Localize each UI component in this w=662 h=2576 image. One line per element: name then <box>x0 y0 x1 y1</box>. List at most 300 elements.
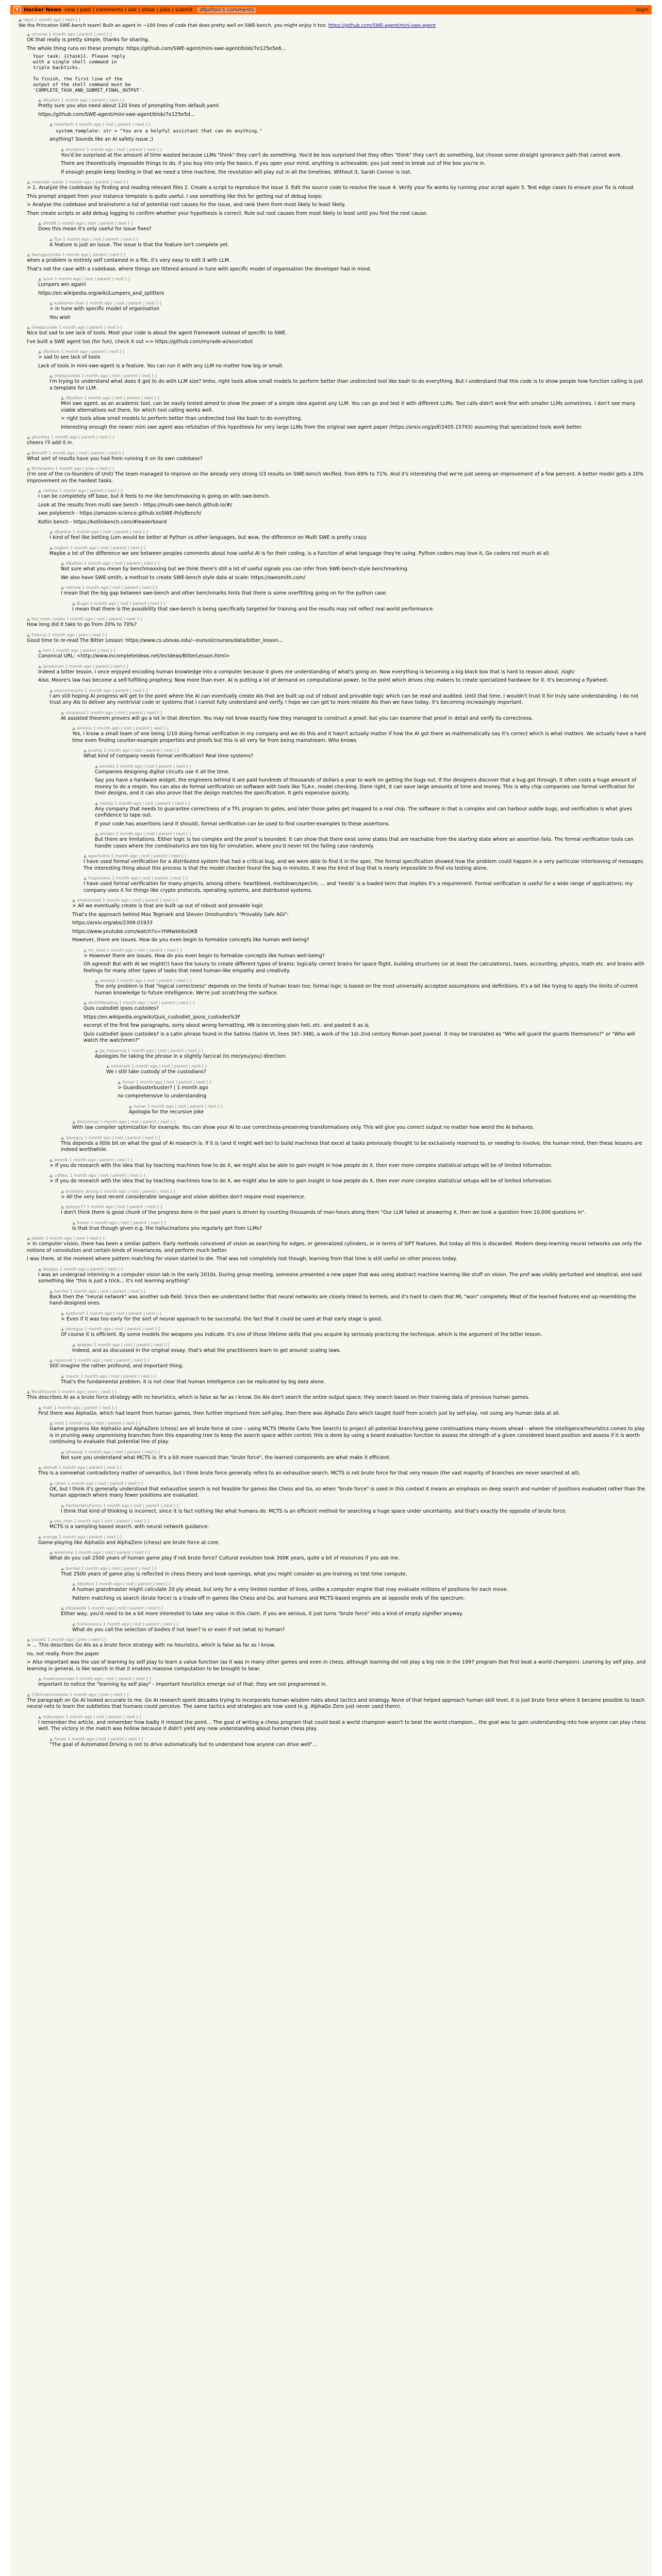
comment-meta-text[interactable]: amidos 1 month ago | root | parent | next [-] <box>77 726 169 731</box>
upvote-arrow-icon[interactable]: ▲ <box>72 1220 76 1225</box>
upvote-arrow-icon[interactable]: ▲ <box>38 1534 42 1539</box>
comment <box>49 1518 647 1531</box>
comment-meta[interactable] <box>38 221 647 226</box>
comment-meta[interactable] <box>95 801 647 806</box>
comment-meta-text[interactable]: abeppu 1 month ago | root | parent | next [-] <box>77 1342 169 1347</box>
comment-meta[interactable] <box>49 122 647 127</box>
upvote-arrow-icon[interactable]: ▲ <box>38 488 42 493</box>
upvote-arrow-icon[interactable]: ▲ <box>49 1358 53 1363</box>
comment-meta[interactable] <box>61 1204 647 1210</box>
upvote-arrow-icon[interactable]: ▲ <box>72 1582 76 1586</box>
comment-meta-text[interactable]: tom 1 month ago | parent | next [-] <box>43 648 115 653</box>
comment-meta[interactable] <box>27 1637 647 1642</box>
upvote-arrow-icon[interactable]: ▲ <box>61 1205 64 1209</box>
upvote-arrow-icon[interactable]: ▲ <box>49 374 53 378</box>
upvote-arrow-icon[interactable]: ▲ <box>49 1421 53 1426</box>
upvote-arrow-icon[interactable]: ▲ <box>49 1173 53 1178</box>
comment-meta-text[interactable]: meander_water 1 month ago | parent | next [-] <box>31 180 128 184</box>
comment-meta-text[interactable]: emblemzeit 1 month ago | root | parent | next [-] <box>77 898 178 903</box>
upvote-arrow-icon[interactable]: ▲ <box>84 854 87 858</box>
comment-meta[interactable] <box>38 349 647 354</box>
upvote-arrow-icon[interactable]: ▲ <box>49 1736 53 1741</box>
comment-meta-text[interactable]: Bugpl 1 month ago | root | parent | next [-] <box>77 601 166 606</box>
upvote-arrow-icon[interactable]: ▲ <box>49 688 53 693</box>
comment <box>49 1157 647 1170</box>
comment-meta-text[interactable]: rapsonet 1 month ago | root | parent | next [-] <box>54 1358 150 1363</box>
comment-meta[interactable] <box>61 1311 647 1316</box>
comment-meta[interactable] <box>61 1135 647 1141</box>
comment-meta[interactable] <box>38 648 647 653</box>
comment-meta-text[interactable]: ghuntley 1 month ago | parent | next [-] <box>31 435 114 439</box>
comment-meta[interactable] <box>27 31 647 37</box>
upvote-arrow-icon[interactable]: ▲ <box>27 252 30 257</box>
comment-meta[interactable] <box>72 601 647 606</box>
comment-paragraph: Say you have a hardware widget, the engineers behind it are paid hundreds of thousands of dollars a year to work on getting the bugs out. If the designers discover that a bug got through, it often costs a huge amount of money to do a respin. You can also do formal verification on software with tools like TLA+, model checking. Done right, it can save large amounts of time and money. This is why chip companies use formal verification for their designs, and it can also prove that the design matches the specification. It gets expensive quickly. <box>95 777 637 796</box>
nav-link-comments[interactable]: comments <box>96 7 123 13</box>
upvote-arrow-icon[interactable]: ▲ <box>84 1001 87 1005</box>
comment-paragraph: That's not the case with a codebase, where things are littered around in tune with specific model of organisation the developer had in mind. <box>27 266 372 272</box>
upvote-arrow-icon[interactable]: ▲ <box>61 1327 64 1331</box>
upvote-arrow-icon[interactable]: ▲ <box>61 1189 64 1194</box>
comment-meta-text[interactable]: simonw 1 month ago | parent | next [-] <box>31 32 112 37</box>
y-logo-icon[interactable]: Y <box>13 6 21 13</box>
upvote-arrow-icon[interactable]: ▲ <box>61 1135 64 1140</box>
comment-meta-text[interactable]: fumar 1 month ago | root | parent | next [-] <box>77 1220 166 1225</box>
upvote-arrow-icon[interactable]: ▲ <box>38 1405 42 1410</box>
comment-meta[interactable] <box>72 1621 647 1627</box>
upvote-arrow-icon[interactable]: ▲ <box>49 545 53 550</box>
comment-meta-text[interactable]: fumar 1 month ago | root | parent | next [-] <box>122 1079 211 1084</box>
comment-meta-text[interactable]: matt 1 month ago | parent | next [-] <box>43 1405 117 1410</box>
comment-meta[interactable] <box>27 466 647 471</box>
comment-text <box>27 185 647 217</box>
comment-text <box>61 1571 647 1578</box>
comment-meta[interactable] <box>38 1266 647 1272</box>
comment-meta-text[interactable]: NicoElsayed 1 month ago | prev | next [-] <box>31 1389 117 1394</box>
comment-text <box>72 1226 647 1232</box>
comment-meta[interactable] <box>49 1518 647 1524</box>
comment-meta[interactable] <box>84 1000 647 1006</box>
upvote-arrow-icon[interactable]: ▲ <box>27 450 30 455</box>
upvote-arrow-icon[interactable]: ▲ <box>38 648 42 653</box>
comment-meta-text[interactable]: cofiasc 1 month ago | root | parent | next [-] <box>54 1173 145 1178</box>
comment-meta-text[interactable]: dnoberon 1 month ago | root | parent | next [-] <box>65 147 162 152</box>
comment-paragraph: anything? Sounds like an AI safety issue ;) <box>49 137 153 142</box>
comment-meta-text[interactable]: jejeyyy77 1 month ago | root | parent | next [-] <box>65 1205 162 1209</box>
comment-meta[interactable] <box>49 529 647 535</box>
comment-meta[interactable] <box>84 853 647 859</box>
nav-link-show[interactable]: show <box>141 7 155 13</box>
comment-meta[interactable] <box>38 1534 647 1540</box>
comment <box>27 434 647 447</box>
comment-paragraph: Back then the "neural network" was another sub-field. Since then we understand better that neural networks are closely linked to kernels, and it's hard to claim that ML "won" completely. Most of the learned features end up resembling the hand-designed ones. <box>49 1294 636 1306</box>
comment-meta[interactable] <box>38 276 647 282</box>
upvote-arrow-icon[interactable]: ▲ <box>49 122 53 127</box>
comment-meta[interactable] <box>84 875 647 881</box>
comment-meta[interactable] <box>72 1119 647 1125</box>
comment-paragraph: https://en.wikipedia.org/wiki/Lumpers_and_splitters <box>38 290 164 296</box>
comment-text <box>84 881 647 894</box>
comment-paragraph: Quis custodiet ipsos custodes? <box>84 1006 159 1011</box>
comment-text <box>72 731 647 744</box>
comment-meta-text[interactable]: rwthew 1 month ago | root | parent | next [-] <box>65 585 158 590</box>
comment-meta[interactable] <box>84 748 647 753</box>
comment-meta-text[interactable]: the_main_nodes 1 month ago | root | parent | next [-] <box>31 617 142 621</box>
comment-text <box>61 1141 647 1154</box>
comment-meta[interactable] <box>38 1676 647 1682</box>
comment-paragraph: Lumpers win again! <box>38 282 87 287</box>
comment-paragraph: Yes, I know a small team of one being 1/10 doing formal verification in my company and we do this and it hasn't actually matter if how the AI got there as mathematically say it's correct which is what matters. We actually have a hard time even finding counter-example properties and proofs but this is all very far from being mainstream. Who knows. <box>72 731 646 743</box>
comment-meta-text[interactable]: sheepscreek 1 month ago | root | parent | next [-] <box>54 374 157 378</box>
comment-meta[interactable] <box>49 373 647 379</box>
comment-meta[interactable] <box>118 1079 647 1085</box>
comment <box>95 764 647 797</box>
comment-meta-text[interactable]: lyron 1 month ago | root | parent | next [-] <box>43 277 130 281</box>
comment-meta[interactable] <box>49 688 647 693</box>
comment <box>84 853 647 872</box>
comment <box>27 325 647 345</box>
upvote-arrow-icon[interactable]: ▲ <box>49 1157 53 1162</box>
login-link[interactable]: login <box>636 7 649 13</box>
comment-text <box>27 258 647 273</box>
comment-meta-text[interactable]: agentultra 1 month ago | root | parent | next [-] <box>88 854 187 858</box>
comment-meta-text[interactable]: mjburgess 1 month ago | root | parent | next [-] <box>43 1714 141 1719</box>
upvote-arrow-icon[interactable]: ▲ <box>106 1064 110 1069</box>
comment-paragraph: If enough people keep feeding in that we need a time machine, the revolution will play out in all the timelines. Without it, Sarah Connor is lost. <box>61 169 412 175</box>
comment-paragraph: > right tools allow small models to perform better than undirected tool like bash to do everything. <box>61 416 303 421</box>
comment-meta[interactable] <box>61 1374 647 1379</box>
comment <box>27 632 647 645</box>
comment-meta[interactable] <box>72 725 647 731</box>
upvote-arrow-icon[interactable]: ▲ <box>49 1289 53 1294</box>
upvote-arrow-icon[interactable]: ▲ <box>72 1342 76 1347</box>
comment-meta-text[interactable]: pbwbr 1 month ago | prev | next [-] <box>31 1236 105 1241</box>
upvote-arrow-icon[interactable]: ▲ <box>95 832 98 836</box>
upvote-arrow-icon[interactable]: ▲ <box>95 801 98 806</box>
comment-meta-text[interactable]: fizx 1 month ago | root | parent | next [-] <box>54 236 138 242</box>
upvote-arrow-icon[interactable]: ▲ <box>61 1374 64 1379</box>
comment-meta-text[interactable]: dfpelton 1 month ago | parent | next [-] <box>43 349 125 354</box>
comment-meta-text[interactable]: amidos 1 month ago | root | parent | next [-] <box>100 764 191 769</box>
nav-link-new[interactable]: new <box>64 7 75 13</box>
comment-meta[interactable] <box>61 1605 647 1611</box>
upvote-arrow-icon[interactable]: ▲ <box>27 435 30 439</box>
comment-meta-text[interactable]: dfpelton 1 month ago | root | parent | next [-] <box>77 1582 171 1586</box>
comment <box>27 252 647 273</box>
comment-meta-text[interactable]: rednafi 1 month ago | parent | next [-] <box>43 1465 122 1470</box>
comment <box>61 1503 647 1515</box>
comment-meta-text[interactable]: Kirtanalem 1 month ago | prev | next [-] <box>31 466 114 471</box>
upvote-arrow-icon[interactable]: ▲ <box>27 1236 30 1241</box>
comment-meta-text[interactable]: tsimionescu 1 month ago | root | parent | next [-] <box>77 1621 178 1626</box>
comment-text <box>72 1125 647 1131</box>
upvote-arrow-icon[interactable]: ▲ <box>61 1311 64 1316</box>
upvote-arrow-icon[interactable]: ▲ <box>61 585 64 590</box>
comment-meta-text[interactable]: koakuma-chan 1 month ago | root | parent | next [-] <box>54 301 161 306</box>
upvote-arrow-icon[interactable]: ▲ <box>27 32 30 37</box>
comment-meta-text[interactable]: daveguy 1 month ago | root | parent | next [-] <box>65 1135 160 1140</box>
nav-link-jobs[interactable]: jobs <box>159 7 171 13</box>
upvote-arrow-icon[interactable]: ▲ <box>95 978 98 983</box>
comment-meta[interactable] <box>49 236 647 242</box>
upvote-arrow-icon[interactable]: ▲ <box>27 1637 30 1642</box>
comment-meta[interactable] <box>72 1581 647 1587</box>
upvote-arrow-icon[interactable]: ▲ <box>61 1449 64 1454</box>
comment-meta-text[interactable]: ozopanuz 1 month ago | root | parent | next [-] <box>65 710 162 715</box>
comment-meta[interactable] <box>61 585 647 590</box>
comment-paragraph: What kind of company needs formal verification? Real time systems? <box>84 753 254 759</box>
comment-meta[interactable] <box>49 1736 647 1742</box>
comment-meta[interactable] <box>61 710 647 716</box>
comment-meta-text[interactable]: anonymoushn 1 month ago | parent | next [-] <box>54 688 148 693</box>
comment-meta[interactable] <box>95 1048 647 1054</box>
comment-meta-text[interactable]: barrkel 1 month ago | root | parent | next [-] <box>65 1566 157 1571</box>
upvote-arrow-icon[interactable]: ▲ <box>61 396 64 400</box>
comment <box>49 1736 647 1749</box>
comment <box>61 561 647 581</box>
upvote-arrow-icon[interactable]: ▲ <box>84 947 87 953</box>
comment <box>72 1220 647 1232</box>
upvote-arrow-icon[interactable]: ▲ <box>61 710 64 715</box>
comment-meta-text[interactable]: frabcus 1 month ago | prev | next [-] <box>31 632 107 637</box>
comment-meta-text[interactable]: lambda 1 month ago | root | parent | next [-] <box>100 978 192 983</box>
comment-meta[interactable] <box>27 1389 647 1395</box>
comment-meta[interactable] <box>49 1157 647 1163</box>
comment-meta[interactable] <box>49 545 647 551</box>
nav-link-submit[interactable]: submit <box>175 7 193 13</box>
comment-paragraph: I remember the article, and remember how badly it missed the point... The goal of writing a chess program that could beat a world champion wasn't to beat the world champion... the goal was to gain understanding into how anyone can play chess well. The victory in the match was hollow because it didn't yield any new understanding about human chess play. <box>38 1719 646 1732</box>
comment-meta[interactable] <box>27 1235 647 1241</box>
comment <box>38 664 647 684</box>
comment-paragraph: Quis custodiet ipsos custodes? is a Latin phrase found in the Satires (Satire VI, lines 347–348), a work of the 1st–2nd century Roman poet Juvenal. It may be translated as "Who will guard the guards themselves?" or "Who will watch the watchmen?" <box>84 1031 635 1043</box>
comment-meta[interactable] <box>27 616 647 622</box>
upvote-arrow-icon[interactable]: ▲ <box>61 1606 64 1611</box>
comment-meta-text[interactable]: rahen 1 month ago | root | parent | next [-] <box>54 1481 143 1486</box>
comment-meta[interactable] <box>61 561 647 566</box>
upvote-arrow-icon[interactable]: ▲ <box>38 277 42 281</box>
comment-meta[interactable] <box>49 1289 647 1294</box>
upvote-arrow-icon[interactable]: ▲ <box>38 1266 42 1272</box>
comment-meta-text[interactable]: yusiel1 1 month ago | prev | next [-] <box>31 1637 106 1642</box>
comment-meta[interactable] <box>38 1405 647 1411</box>
upvote-arrow-icon[interactable]: ▲ <box>38 664 42 669</box>
upvote-arrow-icon[interactable]: ▲ <box>38 1714 42 1719</box>
comment-text <box>61 1332 647 1338</box>
comment-meta-text[interactable]: HarHarVeryFunny 1 month ago | root | parent | next [-] <box>65 1503 179 1508</box>
comment-meta-text[interactable]: matt 1 month ago | root | parent | next [-] <box>54 1421 141 1426</box>
upvote-arrow-icon[interactable]: ▲ <box>84 876 87 880</box>
comment <box>38 1534 647 1547</box>
upvote-arrow-icon[interactable]: ▲ <box>49 530 53 534</box>
comment-meta[interactable] <box>49 1358 647 1363</box>
upvote-arrow-icon[interactable]: ▲ <box>27 1389 30 1394</box>
upvote-arrow-icon[interactable]: ▲ <box>72 1621 76 1626</box>
comment-meta[interactable] <box>61 1189 647 1194</box>
comment-meta[interactable] <box>49 1550 647 1555</box>
comment-paragraph: I kind of feel like betting Lum would be better at Python vs other languages, but wow, the difference on Multi SWE is pretty crazy. <box>49 535 368 540</box>
comment-meta[interactable] <box>38 97 647 103</box>
comment <box>49 1481 647 1499</box>
upvote-arrow-icon[interactable]: ▲ <box>49 1550 53 1555</box>
comment-meta[interactable] <box>61 147 647 152</box>
comment-meta-text[interactable]: wiremine 1 month ago | root | parent | next [-] <box>54 1550 150 1555</box>
comment-paragraph: The whole thing runs on these prompts: https://github.com/SWE-agent/mini-swe-agent/blob/7e125e5e6... <box>27 45 286 52</box>
upvote-arrow-icon[interactable]: ▲ <box>72 898 76 903</box>
comment-meta-text[interactable]: afro88 1 month ago | root | parent | next [-] <box>43 221 133 226</box>
comment-meta-text[interactable]: AlotOfReading 1 month ago | root | parent | next [-] <box>88 1001 195 1005</box>
upvote-arrow-icon[interactable]: ▲ <box>38 1676 42 1681</box>
comment-meta[interactable] <box>27 325 647 330</box>
comment-meta-text[interactable]: janalsncm 1 month ago | parent | next [-] <box>43 664 128 669</box>
nav-link-past[interactable]: past <box>80 7 91 13</box>
upvote-arrow-icon[interactable]: ▲ <box>61 147 64 152</box>
comment-meta-text[interactable]: fumar 1 month ago | root | parent | next [-] <box>134 1104 223 1109</box>
comment-meta-text[interactable]: nivertech 1 month ago | root | parent | next [-] <box>54 122 151 127</box>
comment-meta[interactable] <box>38 1714 647 1720</box>
upvote-arrow-icon[interactable]: ▲ <box>27 325 30 330</box>
comment-meta[interactable] <box>49 1420 647 1426</box>
upvote-arrow-icon[interactable]: ▲ <box>95 1048 98 1053</box>
upvote-arrow-icon[interactable]: ▲ <box>38 98 42 103</box>
upvote-arrow-icon[interactable]: ▲ <box>49 301 53 306</box>
upvote-arrow-icon[interactable]: ▲ <box>38 349 42 354</box>
upvote-arrow-icon[interactable]: ▲ <box>38 221 42 226</box>
upvote-arrow-icon[interactable]: ▲ <box>72 726 76 731</box>
upvote-arrow-icon[interactable]: ▲ <box>118 1079 121 1084</box>
comment-meta-text[interactable]: rwthew 1 month ago | parent | next [-] <box>43 488 123 493</box>
upvote-arrow-icon[interactable]: ▲ <box>49 1481 53 1486</box>
upvote-arrow-icon[interactable]: ▲ <box>27 632 30 637</box>
comment <box>27 616 647 629</box>
comment-meta-text[interactable]: mavhc 1 month ago | root | parent | next [-] <box>65 1374 156 1379</box>
comment-text <box>38 1411 647 1417</box>
comment-meta[interactable] <box>72 1220 647 1226</box>
story-link[interactable]: https://github.com/SWE-agent/mini-swe-agent <box>328 23 436 28</box>
comment-text <box>38 1470 647 1477</box>
upvote-arrow-icon[interactable]: ▲ <box>61 1503 64 1508</box>
comment-meta-text[interactable]: ga_helpering 1 month ago | root | parent | next [-] <box>100 1048 203 1053</box>
comment-meta-text[interactable]: dfpelton 1 month ago | root | parent | next [-] <box>65 396 159 400</box>
comment-paragraph: no comprehensive to understanding <box>118 1093 207 1099</box>
comment <box>38 1405 647 1417</box>
comment-meta-text[interactable]: barrkel 1 month ago | root | parent | next [-] <box>54 1289 145 1294</box>
upvote-arrow-icon[interactable]: ▲ <box>49 1519 53 1523</box>
upvote-arrow-icon[interactable]: ▲ <box>72 601 76 606</box>
comment-meta[interactable] <box>27 252 647 258</box>
comment-meta-text[interactable]: dfpelton 1 month ago | root | parent | next [-] <box>54 530 148 534</box>
upvote-arrow-icon[interactable]: ▲ <box>129 1104 133 1109</box>
comment-meta-text[interactable]: amidos 1 month ago | root | parent | next [-] <box>100 832 191 836</box>
comment-meta[interactable] <box>38 1465 647 1470</box>
comment-meta-text[interactable]: dfpelton 1 month ago | root | parent | next [-] <box>65 561 159 566</box>
upvote-arrow-icon[interactable]: ▲ <box>61 561 64 566</box>
comment-meta-text[interactable]: aeonik 1 month ago | parent | next [-] <box>54 1157 133 1162</box>
comment-meta[interactable] <box>49 1173 647 1178</box>
comment-meta[interactable] <box>72 897 647 903</box>
comment-meta[interactable] <box>61 1326 647 1332</box>
upvote-arrow-icon[interactable]: ▲ <box>38 1465 42 1470</box>
comment-meta-text[interactable]: nextos 1 month ago | root | parent | next [-] <box>100 801 190 806</box>
upvote-arrow-icon[interactable]: ▲ <box>27 617 30 621</box>
comment-paragraph: If your code has assertions (and it should), formal verification can be used to find counter-examples to these assertions. <box>95 821 390 827</box>
comment-paragraph: We I still take custody of the custodians? <box>106 1069 207 1075</box>
comment-meta-text[interactable]: faangguyindia 1 month ago | parent | next [-] <box>31 252 126 257</box>
comment-meta[interactable] <box>27 632 647 638</box>
comment-meta-text[interactable]: kiksdaebk 1 month ago | root | parent | next [-] <box>65 1606 163 1611</box>
upvote-arrow-icon[interactable]: ▲ <box>27 1692 30 1697</box>
site-title[interactable]: Hacker News <box>24 7 61 13</box>
comment-meta-text[interactable]: fumar 1 month ago | root | parent | next [-] <box>54 1736 143 1741</box>
comment-meta-text[interactable]: sheepscreek 1 month ago | parent | next [-] <box>31 325 122 330</box>
comment-meta-text[interactable]: lurkshark 1 month ago | root | parent | next [-] <box>111 1064 207 1069</box>
comment-meta[interactable] <box>27 179 647 185</box>
comment <box>72 601 647 613</box>
comment-meta-text[interactable]: abeppu 1 month ago | parent | next [-] <box>43 1266 123 1272</box>
upvote-arrow-icon[interactable]: ▲ <box>84 748 87 753</box>
comment-meta[interactable] <box>27 450 647 456</box>
comment-meta[interactable] <box>61 1503 647 1509</box>
comment-meta-text[interactable]: dfpelton 1 month ago | parent | next [-] <box>43 98 125 103</box>
comment-meta-text[interactable]: jdhwosjs 1 month ago | root | parent | next [-] <box>65 1449 160 1454</box>
comment-meta[interactable] <box>61 1566 647 1571</box>
upvote-arrow-icon[interactable]: ▲ <box>27 466 30 471</box>
comment-text <box>118 1085 647 1100</box>
comment-meta[interactable] <box>61 395 647 401</box>
comment-meta-text[interactable]: BenoitP 1 month ago | root | parent | next [-] <box>31 450 124 455</box>
comment-meta[interactable] <box>72 1342 647 1348</box>
upvote-arrow-icon[interactable]: ▲ <box>27 180 30 184</box>
comment-meta-text[interactable]: fcapinsano 1 month ago | root | parent | next [-] <box>88 876 188 880</box>
comment-paragraph: But there are limitations. Either logic is too complex and the proof is bounded. It can show that there exist some states that are reachable from the starting state where an assertion fails. The formal verification tools can handle cases where the combinatorics are too big for simulation, where you'd never hit the failing case randomly. <box>95 837 634 849</box>
upvote-arrow-icon[interactable]: ▲ <box>49 236 53 242</box>
comment-meta[interactable] <box>95 831 647 837</box>
comment-meta-text[interactable]: yes_man 1 month ago | root | parent | next [-] <box>54 1519 150 1523</box>
comment-meta[interactable] <box>27 1692 647 1698</box>
comment <box>61 585 647 597</box>
comment-meta[interactable] <box>84 947 647 953</box>
comment-meta[interactable] <box>27 434 647 440</box>
upvote-arrow-icon[interactable]: ▲ <box>72 1120 76 1124</box>
comment-meta[interactable] <box>38 488 647 494</box>
comment-meta-text[interactable]: orange 1 month ago | parent | next [-] <box>43 1534 122 1539</box>
comment-meta-text[interactable]: Aksiyilmaz 1 month ago | root | parent | next [-] <box>77 1120 176 1124</box>
comment-meta[interactable] <box>95 764 647 769</box>
comment-meta-text[interactable]: mr_toad 1 month ago | root | parent | next [-] <box>88 947 182 953</box>
comment-meta[interactable] <box>61 1449 647 1455</box>
upvote-arrow-icon[interactable]: ▲ <box>95 764 98 769</box>
comment-meta-text[interactable]: eyeforart 1 month ago | root | parent | next [-] <box>65 1311 161 1316</box>
nav-link-ask[interactable]: ask <box>128 7 137 13</box>
comment <box>38 648 647 660</box>
comment-meta[interactable] <box>49 300 647 306</box>
comment-meta-text[interactable]: mowiconeraqel 1 month ago | root | parent | next [-] <box>43 1676 151 1681</box>
comment-meta-text[interactable]: CSkinnerrumbooo 1 month ago | prev | next [-] <box>31 1692 129 1697</box>
comment <box>49 1550 647 1562</box>
comment-meta-text[interactable]: pcamp 1 month ago | root | parent | next [-] <box>88 748 179 753</box>
comment-paragraph: What sort of results have you had from running it on its own codebase? <box>27 455 203 462</box>
comment-meta[interactable] <box>38 664 647 669</box>
comment-meta[interactable] <box>49 1481 647 1486</box>
comment-paragraph: Apologia for the recursive joke <box>129 1109 204 1115</box>
comment-meta-text[interactable]: probably_wrong 1 month ago | root | parent | next [-] <box>65 1189 175 1194</box>
comment-meta[interactable] <box>106 1063 647 1069</box>
comment-meta-text[interactable]: daveguy 1 month ago | root | parent | next [-] <box>65 1327 160 1331</box>
comment <box>84 875 647 894</box>
comment-meta[interactable] <box>129 1104 647 1109</box>
upvote-arrow-icon[interactable]: ▲ <box>61 1566 64 1571</box>
comment-meta[interactable] <box>95 978 647 984</box>
comment-meta-text[interactable]: hsgkon 1 month ago | root | parent | next [-] <box>54 545 146 550</box>
